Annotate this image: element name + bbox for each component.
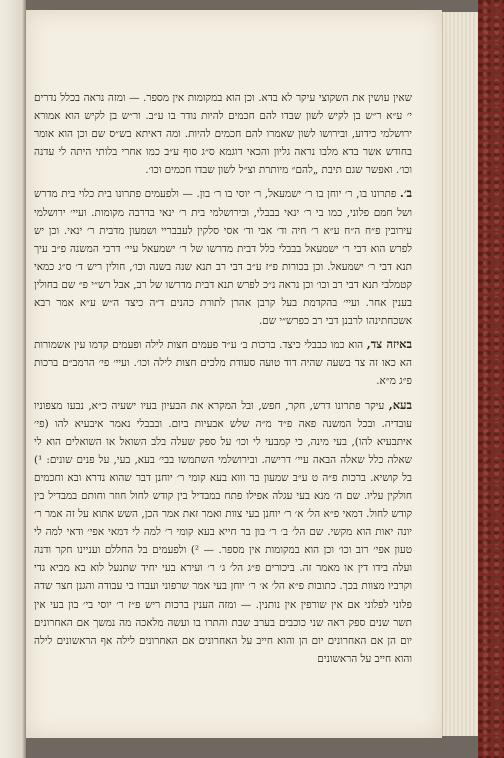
book-gutter xyxy=(0,0,26,758)
paragraph-lead: בעא, xyxy=(388,397,412,412)
paragraph-body: הוא כמו כבבלי כיצד. ברכות ב׳ ע״ד פעמים חצות לילה ופעמים קדמו עין אשמורות הא כאו זה צד בשעה שהיה דוד טועה סעודת מלכים חצות לילה וכו׳. ועיי׳ פי׳ הרמב״ם ברכות פ״ג מ״א. xyxy=(34,339,412,388)
paragraph-lead: באיזה צד, xyxy=(366,337,412,352)
page-text-block xyxy=(34,88,412,673)
page-edges xyxy=(442,12,479,736)
book-cover-edge xyxy=(478,0,504,758)
paragraph-3 xyxy=(34,335,412,390)
paragraph-body: עיקר פתרונו דרש, חקר, חפש, ובל המקרא את הבעיון בעיו ישעיה כ״א, נבעו מצפוניו עובדיה. ובכל המשנה פאה פ״ד מ״ה שלש אבעיות ביום. ובבבלי נאמר איבעיא להו (פי׳ איתבעיא להו), בעי מינה, כי קמבעי לי וכו׳ על ספק שעלה בלב השואל או השואלים הוא לי שאלה כלל שאלה הבאה עיי׳ דרישה. ובירושלמי השתמשו בבי׳ בעא, בעי, על פנים שונים: ¹) בל קושיא. ברכות פ״ה ט ע״ב שמעון בר וווא בעא קומי ר׳ יוחנן דבר שהוא נדרא ובא וחכמים חולקין עליו. שם ה׳ מנא בעי עגלה אפילו פתח במבדיל בין קודש לחול חוזר וחותם במבדיל בין קודש לחול. דמאי פ״א הל׳ א׳ ר׳ יוחנן בעי צוות ואמר זאת אמר הכן, השש אתוא על זה אמר ר׳ יונה יאות הוא מקשי. שם הל׳ ב׳ ר׳ בון בר חייא בעא קומי ר׳ למה לי דמאי אפי׳ ודאי למה לי טעון אפי׳ רוב וכו׳ וכן הוא במקומות אין מספר. — ²) ולפעמים בל החללם ועניינו חקר ודנה ועלה בידו דין או מאמר זה. ביכורים פ״ג הל׳ ג׳ ר׳ ועירא בעי יחיד שתנעל לוא בא מביא גדי וקרביו מצוות בכך. כתובות פ״א הל׳ א׳ ר׳ יוחן בעי אמר שרפוני ועבדו בי עבודה והגנן חצר שדה פלוני לפלוני אם אין שורפין אין נותנין. — ומזה הענין ברכות ריש פ״ז ר׳ יוסי בי׳ בון בעי אין תשר שנים ספק ראה שני כוכבים בערב שבת והתרו בו ועשה מלאכה מה נמשך אם האחרונים יום הן אם האחרונים יום הן והוא חייב על האחרונים אם האחרונים לילה אף הראשונים לילה והוא חייב על הראשונים xyxy=(34,399,413,665)
paragraph-body: שאין עושין את השקוצי עיקר לא בדא. וכן הוא במקומות אין מספר. — ומזה נראה בכלל נדרים י׳ ע״א ר״ש בן לקיש לשון שבדו להם חכמים להיות נודר בו ע״ב. ור״ש בן לקיש הוא אמורא ירושלמי כידוע, ובירושו לשון שאמרו להם חכמים להיות. ומה דאיתא בש״ס שם וכן הוא אומר בחודש אשר בדא מלבו נראה גליון והכאי דוגמא ס״ג סוף ע״ב כמו אחרי בלותי היתה לי עדנה וכו׳. ואפשר שגם תיבת „להם״ מיותרת וצ״ל לשון שבדו חכמים וכו׳. xyxy=(34,92,412,177)
paragraph-body: פתרונו בו, ר׳ יוחן בו ר׳ ישמעאל, ר׳ יוסי בו ר׳ בון. — ולפעמים פתרונו בית כלוי בית מדרש ושל חמם פלוני, כמו בי ר׳ ינאי בבבלי, ובירושלמי בית ר׳ ינאי בדרבה מקומות. ועיי׳ ירושלמי עירובין פ״ח ה״ח ע״א ר׳ חיה וד׳ אבי וד׳ אסי סלקין לעבבריי ושמעון מדבית ר׳ ינאי. וכן יש לפרש הוא דבי ר׳ ישמעאל בבבלי כלל דבית מדרשו של ר׳ ישמעאל עיי׳ דרבי המשנה פ״ב עיך תנא דבי ר׳ ישמעאל. וכן בכורות פ״ז ע״ב דבי רב תנא שנה בשנה וכו׳, חולין ריש ד׳ ס״ג כמאי קטמלבי תנא דבי רב וכו׳ וכן נראה נ״כ לפרש תנא דבית מדרשו של רב, אבל רש״י פ״ שם בחולין בענין אחר. ועיי׳ בהקדמת בעל קרבן אהרן לתורת כהנים ד״ה כיצד ה״ש ע״א אמר רבא אשכחתינהו לרבנן דבי רב כפרש״י שם. xyxy=(34,188,412,328)
paragraph-4 xyxy=(34,396,412,668)
paragraph-1 xyxy=(34,88,412,179)
paragraph-lead: ב׳. xyxy=(399,186,412,201)
paragraph-2 xyxy=(34,184,412,330)
